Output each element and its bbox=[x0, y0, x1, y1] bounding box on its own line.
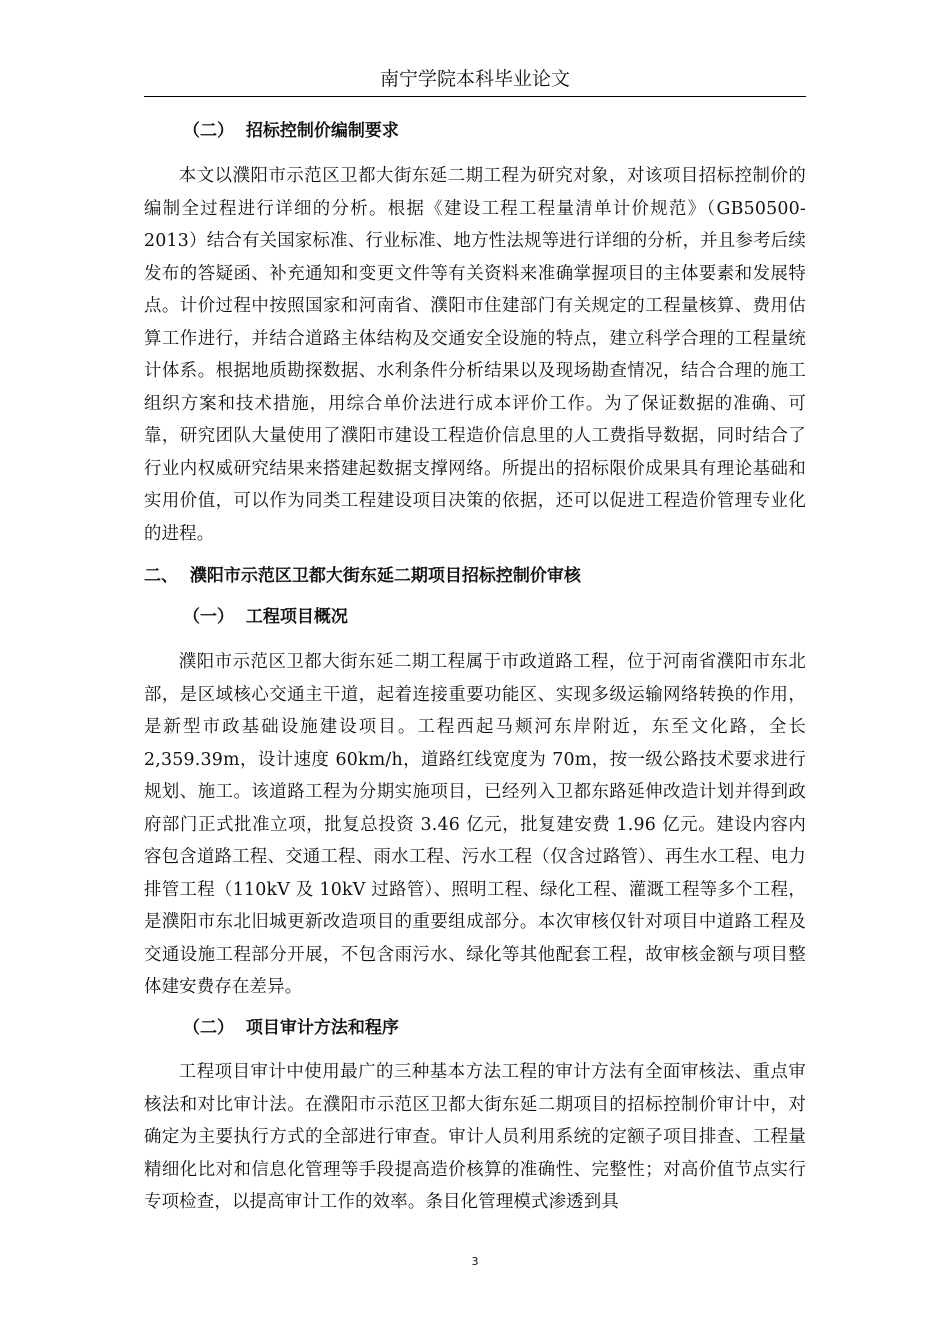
section-heading-audit-methods: （二） 项目审计方法和程序 bbox=[183, 1018, 399, 1038]
page-number: 3 bbox=[471, 1255, 479, 1268]
section-heading-project-overview: （一） 工程项目概况 bbox=[183, 607, 348, 627]
header-divider bbox=[144, 96, 806, 97]
body-paragraph-1: 本文以濮阳市示范区卫都大街东延二期工程为研究对象，对该项目招标控制价的编制全过程进行详细的分析。根据《建设工程工程量清单计价规范》（GB50500-2013）结合有关国家标准、行业标准、地方性法规等进行详细的分析，并且参考后续发布的答疑函、补充通知和变更文件等有关资料来准确掌握项目的主体要素和发展特点。计价过程中按照国家和河南省、濮阳市住建部门有关规定的工程量核算、费用估算工作进行，并结合道路主体结构及交通安全设施的特点，建立科学合理的工程量统计体系。根据地质勘探数据、水利条件分析结果以及现场勘查情况，结合合理的施工组织方案和技术措施，用综合单价法进行成本评价工作。为了保证数据的准确、可靠，研究团队大量使用了濮阳市建设工程造价信息里的人工费指导数据，同时结合了行业内权威研究结果来搭建起数据支撑网络。所提出的招标限价成果具有理论基础和实用价值，可以作为同类工程建设项目决策的依据，还可以促进工程造价管理专业化的进程。 bbox=[144, 166, 806, 544]
chapter-heading-audit: 二、 濮阳市示范区卫都大街东延二期项目招标控制价审核 bbox=[144, 566, 581, 586]
page-header-title: 南宁学院本科毕业论文 bbox=[379, 68, 570, 90]
body-paragraph-3: 工程项目审计中使用最广的三种基本方法工程的审计方法有全面审核法、重点审核法和对比审计法。在濮阳市示范区卫都大街东延二期项目的招标控制价审计中，对确定为主要执行方式的全部进行审查。审计人员利用系统的定额子项目排查、工程量精细化比对和信息化管理等手段提高造价核算的准确性、完整性；对高价值节点实行专项检查，以提高审计工作的效率。条目化管理模式渗透到具 bbox=[144, 1062, 806, 1212]
body-paragraph-2: 濮阳市示范区卫都大街东延二期工程属于市政道路工程，位于河南省濮阳市东北部，是区域核心交通主干道，起着连接重要功能区、实现多级运输网络转换的作用，是新型市政基础设施建设项目。工程西起马颊河东岸附近，东至文化路，全长 2,359.39m，设计速度 60km/h，道路红线宽度为 70m，按一级公路技术要求进行规划、施工。该道路工程为分期实施项目，已经列入卫都东路延伸改造计划并得到政府部门正式批准立项，批复总投资 3.46 亿元，批复建安费 1.96 亿元。建设内容内容包含道路工程、交通工程、雨水工程、污水工程（仅含过路管）、再生水工程、电力排管工程（110kV 及 10kV 过路管）、照明工程、绿化工程、灌溉工程等多个工程，是濮阳市东北旧城更新改造项目的重要组成部分。本次审核仅针对项目中道路工程及交通设施工程部分开展，不包含雨污水、绿化等其他配套工程，故审核金额与项目整体建安费存在差异。 bbox=[144, 652, 806, 997]
section-heading-bid-control-price-requirements: （二） 招标控制价编制要求 bbox=[183, 121, 399, 141]
